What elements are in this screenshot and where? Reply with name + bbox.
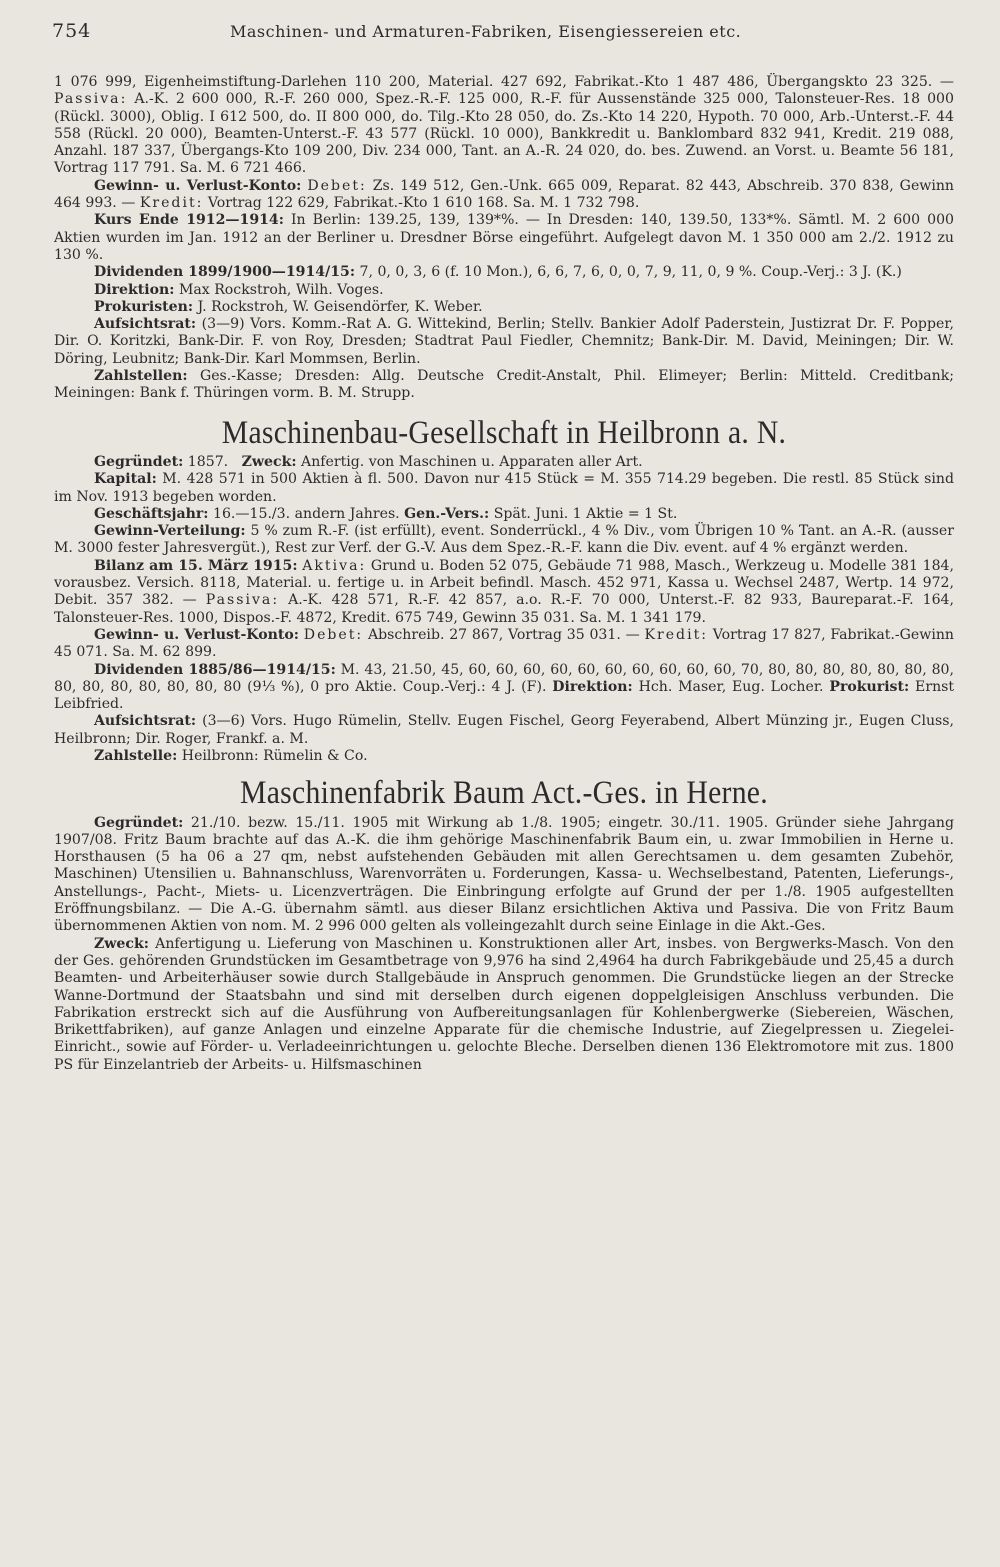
zweck-label: Zweck: <box>94 935 149 952</box>
zahlstelle-paragraph <box>54 748 954 765</box>
zweck-label: Zweck: <box>241 453 297 470</box>
debet-text: Abschreib. 27 867, Vortrag 35 031. — <box>367 626 640 643</box>
direktion-text: Hch. Maser, Eug. Locher. <box>638 678 824 695</box>
zweck-text: Anfertig. von Maschinen u. Apparaten aller Art. <box>301 453 643 470</box>
debet-text: Zs. 149 512, Gen.-Unk. 665 009, Reparat. 82 443, Abschreib. 370 838, Gewinn 464 993. — <box>54 177 955 212</box>
running-title: Maschinen- und Armaturen-Fabriken, Eisengiessereien etc. <box>230 22 742 41</box>
gen-vers-label: Gen.-Vers.: <box>404 505 490 522</box>
aufsichtsrat-label: Aufsichtsrat: <box>94 316 197 333</box>
geschaeftsjahr-label: Geschäftsjahr: <box>94 505 209 522</box>
direktion-paragraph <box>54 282 954 299</box>
direktion-text: Max Rockstroh, Wilh. Voges. <box>178 281 384 298</box>
kurs-label: Kurs Ende 1912—1914: <box>94 212 284 229</box>
guv-paragraph <box>54 627 954 662</box>
kredit-text: Vortrag 17 827, Fabrikat.-Gewinn 45 071. Sa. M. 62 899. <box>54 626 954 661</box>
zweck-paragraph <box>54 936 954 1074</box>
kurs-paragraph <box>54 212 954 264</box>
prokuristen-paragraph <box>54 299 954 316</box>
running-head <box>0 20 1000 48</box>
zahlstelle-text: Heilbronn: Rümelin & Co. <box>181 747 368 764</box>
passiva-text: A.-K. 2 600 000, R.-F. 260 000, Spez.-R.-F. 125 000, R.-F. für Aussenstände 325 000, Talonsteuer-Res. 18 000 (Rückl. 3000), Oblig. I 612 500, do. II 800 000, do. Tilg.-Kto 28 050, do. Zs.-Kto 14 220, Hypoth. 70 000, Arb.-Unterst.-F. 44 558 (Rückl. 20 000), Beamten-Unterst.-F. 43 577 (Rückl. 10 000), Bankkredit u. Banklombard 832 941, Kredit. 219 088, Anzahl. 187 337, Übergangs-Kto 109 200, Div. 234 000, Tant. an A.-R. 24 020, do. bes. Zuwend. an Vorst. u. Beamte 56 181, Vortrag 117 791. Sa. M. 6 721 466. <box>54 91 954 177</box>
geschaeftsjahr-text: 16.—15./3. andern Jahres. <box>213 505 400 522</box>
kredit-text: Vortrag 122 629, Fabrikat.-Kto 1 610 168. Sa. M. 1 732 798. <box>207 195 640 212</box>
company-heading: Maschinenbau-Gesellschaft in Heilbronn a. N. <box>221 414 787 451</box>
dividenden-paragraph <box>54 264 954 281</box>
kurs-text: In Berlin: 139.25, 139, 139*%. — In Dresden: 140, 139.50, 133*%. Sämtl. M. 2 600 000 Aktien wurden im Jan. 1912 an der Berliner u. Dresdner Börse eingeführt. Aufgelegt davon M. 1 350 000 am 2./2. 1912 zu 130 %. <box>54 212 955 263</box>
bilanz-label: Bilanz am 15. März 1915: <box>94 557 298 574</box>
kapital-paragraph <box>54 471 954 506</box>
direktion-label: Direktion: <box>94 281 175 298</box>
prokurist-label: Prokurist: <box>829 678 910 695</box>
gegruendet-paragraph <box>54 454 954 471</box>
dividenden-label: Dividenden 1885/86—1914/15: <box>94 661 336 678</box>
aufsichtsrat-text: (3—6) Vors. Hugo Rümelin, Stellv. Eugen Fischel, Georg Feyerabend, Albert Münzing jr., Eugen Cluss, Heilbronn; Dir. Roger, Frankf. a. M. <box>54 713 954 747</box>
page-number: 754 <box>52 20 92 42</box>
zahlstellen-label: Zahlstellen: <box>94 368 188 385</box>
gewinn-verteilung-label: Gewinn-Verteilung: <box>94 523 246 540</box>
dividenden-paragraph <box>54 662 954 714</box>
debet-label: Debet: <box>303 626 364 643</box>
aktiva-label: Aktiva: <box>302 557 367 574</box>
direktion-label: Direktion: <box>552 678 633 695</box>
balance-continuation <box>54 74 954 178</box>
debet-label: Debet: <box>307 177 367 194</box>
zahlstelle-label: Zahlstelle: <box>94 747 178 764</box>
passiva-label: Passiva: <box>54 91 128 108</box>
passiva-text: A.-K. 428 571, R.-F. 42 857, a.o. R.-F. 70 000, Unterst.-F. 82 933, Baureparat.-F. 164, Talonsteuer-Res. 1000, Dispos.-F. 4872, Kredit. 675 749, Gewinn 35 031. Sa. M. 1 341 179. <box>54 592 954 626</box>
aufsichtsrat-paragraph <box>54 316 954 368</box>
guv-paragraph <box>54 178 954 213</box>
gegruendet-label: Gegründet: <box>94 453 184 470</box>
passiva-label: Passiva: <box>205 592 280 609</box>
dividenden-label: Dividenden 1899/1900—1914/15: <box>94 264 356 281</box>
gewinn-verteilung-paragraph <box>54 523 954 558</box>
kapital-text: M. 428 571 in 500 Aktien à fl. 500. Davon nur 415 Stück = M. 355 714.29 begeben. Die restl. 85 Stück sind im Nov. 1913 begeben worden. <box>54 471 954 505</box>
balance-text: 1 076 999, Eigenheimstiftung-Darlehen 110 200, Material. 427 692, Fabrikat.-Kto 1 487 486, Übergangskto 23 325. — <box>54 74 954 90</box>
aufsichtsrat-text: (3—9) Vors. Komm.-Rat A. G. Wittekind, Berlin; Stellv. Bankier Adolf Paderstein, Justizrat Dr. F. Popper, Dir. O. Koritzki, Bank-Dir. F. von Roy, Dresden; Stadtrat Paul Fiedler, Chemnitz; Bank-Dir. M. David, Meiningen; Dir. W. Döring, Leubnitz; Bank-Dir. Karl Mommsen, Berlin. <box>54 316 954 367</box>
bilanz-paragraph <box>54 558 954 627</box>
gegruendet-text: 21./10. bezw. 15./11. 1905 mit Wirkung ab 1./8. 1905; eingetr. 30./11. 1905. Gründer siehe Jahrgang 1907/08. Fritz Baum brachte auf das A.-K. die ihm gehörige Maschinenfabrik Baum ein, u. zwar Immobilien in Herne u. Horsthausen (5 ha 06 a 27 qm, nebst aufstehenden Gebäuden mit allen Gerechtsamen u. dem gesamten Zubehör, Maschinen) Utensilien u. Bahnanschluss, Warenvorräten u. Forderungen, Kassa- u. Wechselbestand, Patenten, Lieferungs-, Anstellungs-, Pacht-, Miets- u. Licenzverträgen. Die Einbringung erfolgte auf Grund der per 1./8. 1905 aufgestellten Eröffnungsbilanz. — Die A.-G. übernahm sämtl. aus dieser Bilanz ersichtlichen Aktiva und Passiva. Die von Fritz Baum übernommenen Aktien von nom. M. 2 996 000 gelten als volleingezahlt durch seine Einlage in die Akt.-Ges. <box>54 814 954 935</box>
zahlstellen-paragraph <box>54 368 954 403</box>
geschaeftsjahr-paragraph <box>54 506 954 523</box>
gewinn-verteilung-text: 5 % zum R.-F. (ist erfüllt), event. Sonderrückl., 4 % Div., vom Übrigen 10 % Tant. an A.-R. (ausser M. 3000 fester Jahresvergüt.), Rest zur Verf. der G.-V. Aus dem Spez.-R.-F. kann die Div. event. auf 4 % ergänzt werden. <box>54 523 954 557</box>
gen-vers-text: Spät. Juni. 1 Aktie = 1 St. <box>493 505 678 522</box>
gegruendet-label: Gegründet: <box>94 814 184 831</box>
prokurist-text: Ernst Leibfried. <box>54 678 955 713</box>
aufsichtsrat-paragraph <box>54 713 954 748</box>
aktiva-text: Grund u. Boden 52 075, Gebäude 71 988, Masch., Werkzeug u. Modelle 381 184, vorausbez. Versich. 8118, Material. u. fertige u. in Arbeit befindl. Masch. 452 971, Kassa u. Wechsel 2487, Wertp. 14 972, Debit. 357 382. — <box>54 557 954 609</box>
prokuristen-label: Prokuristen: <box>94 298 194 315</box>
gegruendet-paragraph <box>54 815 954 936</box>
zweck-text: Anfertigung u. Lieferung von Maschinen u. Konstruktionen aller Art, insbes. von Bergwerks-Masch. Von den der Ges. gehörenden Grundstücken im Gesamtbetrage von 9,976 ha sind 2,4964 ha durch Fabrikgebäude und 25,45 a durch Beamten- und Arbeiterhäuser sowie durch Stallgebäude in Anspruch genommen. Die Grundstücke liegen an der Strecke Wanne-Dortmund der Staatsbahn und sind mit derselben durch eigenen doppelgleisigen Anschluss verbunden. Die Fabrikation erstreckt sich auf die Ausführung von Aufbereitungsanlagen für Kohlenbergwerke (Siebereien, Wäschen, Brikettfabriken), auf ganze Anlagen und einzelne Apparate für die chemische Industrie, auf Ziegelpressen u. Ziegelei-Einricht., sowie auf Förder- u. Verladeeinrichtungen u. gelochte Bleche. Derselben dienen 136 Elektromotore mit zus. 1800 PS für Einzelantrieb der Arbeits- u. Hilfsmaschinen <box>54 935 954 1073</box>
kredit-label: Kredit: <box>139 195 204 212</box>
company-heading: Maschinenfabrik Baum Act.-Ges. in Herne. <box>240 775 768 812</box>
zahlstellen-text: Ges.-Kasse; Dresden: Allg. Deutsche Credit-Anstalt, Phil. Elimeyer; Berlin: Mitteld. Creditbank; Meiningen: Bank f. Thüringen vorm. B. M. Strupp. <box>54 368 954 402</box>
guv-label: Gewinn- u. Verlust-Konto: <box>94 177 302 194</box>
text-body <box>54 74 954 1074</box>
dividenden-text: M. 43, 21.50, 45, 60, 60, 60, 60, 60, 60, 60, 60, 60, 60, 70, 80, 80, 80, 80, 80, 80, 80, 80, 80, 80, 80, 80, 80, 80 (9⅓ %), 0 pro Aktie. Coup.-Verj.: 4 J. (F). <box>54 661 954 695</box>
dividenden-text: 7, 0, 0, 3, 6 (f. 10 Mon.), 6, 6, 7, 6, 0, 0, 7, 9, 11, 0, 9 %. Coup.-Verj.: 3 J. (K.) <box>359 264 902 281</box>
gegruendet-text: 1857. <box>187 453 229 470</box>
kapital-label: Kapital: <box>94 471 157 488</box>
kredit-label: Kredit: <box>644 626 709 643</box>
prokuristen-text: J. Rockstroh, W. Geisendörfer, K. Weber. <box>197 298 483 315</box>
guv-label: Gewinn- u. Verlust-Konto: <box>94 626 299 643</box>
aufsichtsrat-label: Aufsichtsrat: <box>94 713 197 730</box>
